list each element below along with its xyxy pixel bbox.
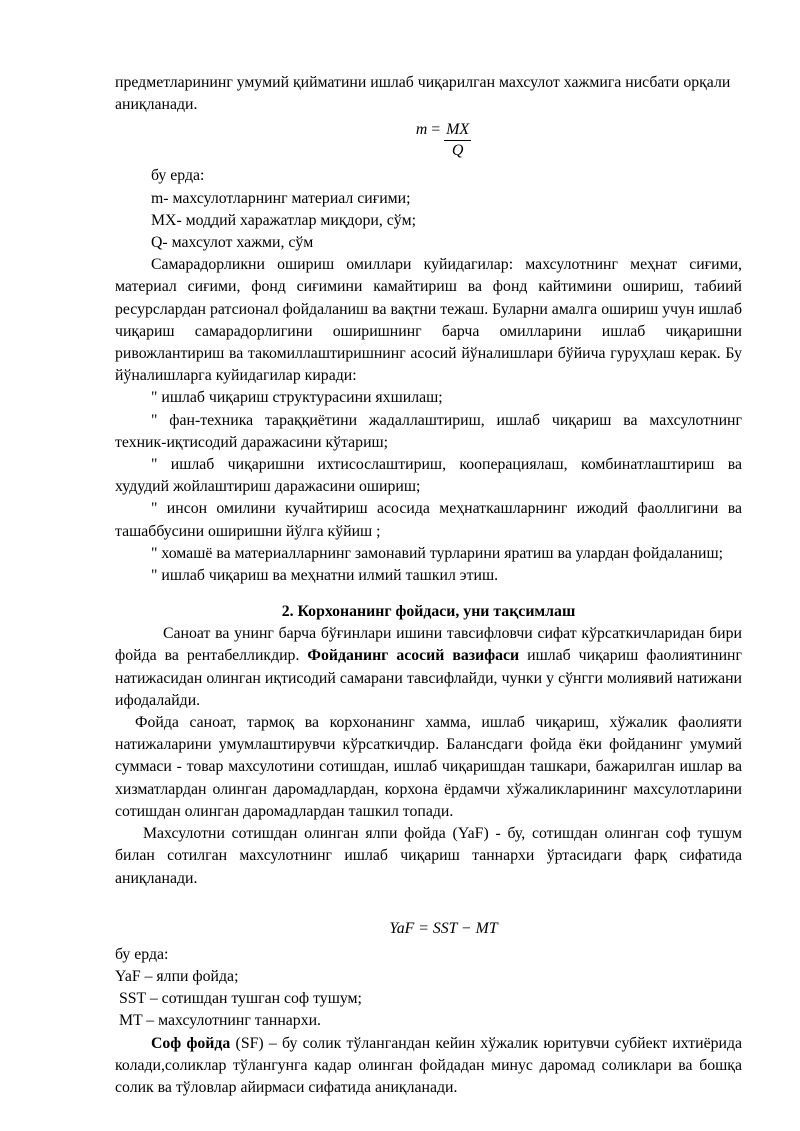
- net-profit-bold-term: Соф фойда: [151, 1034, 231, 1052]
- profit-bold-term: Фойданинг асосий вазифаси: [307, 647, 520, 665]
- definition-item: MX- моддий харажатлар миқдори, сўм;: [151, 211, 417, 229]
- where-label: бу ерда:: [151, 167, 205, 185]
- bullet-item: " инсон омилини кучайтириш асосида меҳнаткашларнинг ижодий фаоллигини ва ташаббусини оширишни йўлга кўйиш ;: [115, 500, 742, 540]
- definition-item: SST – сотишдан тушган соф тушум;: [115, 990, 362, 1008]
- definition-item: MT – махсулотнинг таннархи.: [115, 1012, 321, 1030]
- section-heading: 2. Корхонанинг фойдаси, уни тақсимлаш: [281, 603, 576, 621]
- bullet-item: " ишлаб чиқариш структурасини яхшилаш;: [151, 389, 443, 407]
- formula-fraction: [444, 120, 471, 161]
- formula-denominator: Q: [451, 142, 464, 160]
- where-label: бу ерда:: [115, 945, 169, 963]
- net-profit-paragraph: [115, 1033, 742, 1100]
- profit-text-start: Саноат ва унинг барча бўғинлари ишини тавсифловчи сифат кўрсаткичларидан бири фойда ва рентабелликдир.: [115, 625, 742, 665]
- bullet-item: " ишлаб чиқариш ва меҳнатни илмий ташкил этиш.: [151, 567, 499, 585]
- formula-equals: =: [431, 121, 441, 139]
- definition-item: Q- махсулот хажми, сўм: [151, 234, 314, 252]
- profit-paragraph-1: [115, 623, 742, 712]
- profit-paragraph-2: Фойда саноат, тармоқ ва корхонанинг хамма, ишлаб чиқариш, хўжалик фаолияти натижаларини умумлаштирувчи кўрсаткичдир. Балансдаги фойда ёки фойданинг умумий суммаси - товар махсулотини сотишдан, ишлаб чиқаришдан ташкари, бажарилган ишлар ва хизматлардан олинган даромадлардан, корхона ёрдамчи хўжаликларининг махсулотларини сотишдан олинган даромадлардан ташкил топади.: [115, 714, 742, 820]
- bullet-item: " фан-техника тараққиётини жадаллаштириш, ишлаб чиқариш ва махсулотнинг техник-иқтисодий даражасини кўтариш;: [115, 411, 742, 451]
- definitions-list-1: [115, 165, 742, 254]
- bullet-item: " хомашё ва материалларнинг замонавий турларини яратиш ва улардан фойдаланиш;: [151, 544, 724, 562]
- formula-gross-profit: [115, 920, 742, 938]
- definitions-list-2: [115, 944, 742, 1033]
- net-profit-text: (SF) – бу солик тўлангандан кейин хўжалик юритувчи субйект ихтиёрида колади,соликлар тўлангунга кадар олинган фойдадан минус даромад соликлари ва бошқа солик ва тўловлар айирмаси сифатида аниқланади.: [115, 1034, 742, 1096]
- factors-paragraph: Самарадорликни ошириш омиллари куйидагилар: махсулотнинг меҳнат сиғими, материал сиғими, фонд сиғимини камайтириш ва фонд кайтимини ошириш, табиий ресурслардан ратсионал фойдаланиш ва вақтни тежаш. Буларни амалга ошириш учун ишлаб чиқариш самарадорлигини оширишнинг барча омилларини ишлаб чиқаришни ривожлантириш ва такомиллаштиришнинг асосий йўналишлари бўйича гуруҳлаш керак. Бу йўналишларга куйидагилар киради:: [115, 256, 742, 385]
- document-page: [115, 72, 742, 1099]
- definition-item: m- махсулотларнинг материал сиғими;: [151, 189, 411, 207]
- formula-gross-profit-text: YaF = SST − MT: [389, 919, 498, 937]
- formula-material-intensity: [115, 120, 742, 161]
- profit-text-end: ишлаб чиқариш фаолиятининг натижасидан олинган иқтисодий самарани тавсифлайди, чунки у сўнгги молиявий натижани ифодалайди.: [115, 647, 742, 709]
- formula-lhs: m: [415, 121, 428, 139]
- intro-paragraph: предметларининг умумий қийматини ишлаб чиқарилган махсулот хажмига нисбати орқали аниқланади.: [115, 74, 731, 114]
- definition-item: YaF – ялпи фойда;: [115, 967, 239, 985]
- formula-numerator: MX: [444, 120, 471, 141]
- gross-profit-paragraph: Махсулотни сотишдан олинган ялпи фойда (YaF) - бу, сотишдан олинган соф тушум билан сотилган махсулотнинг ишлаб чиқариш таннархи ўртасидаги фарқ сифатида аниқланади.: [115, 825, 742, 887]
- bullet-item: " ишлаб чиқаришни ихтисослаштириш, кооперациялаш, комбинатлаштириш ва худудий жойлаштириш даражасини ошириш;: [115, 456, 742, 496]
